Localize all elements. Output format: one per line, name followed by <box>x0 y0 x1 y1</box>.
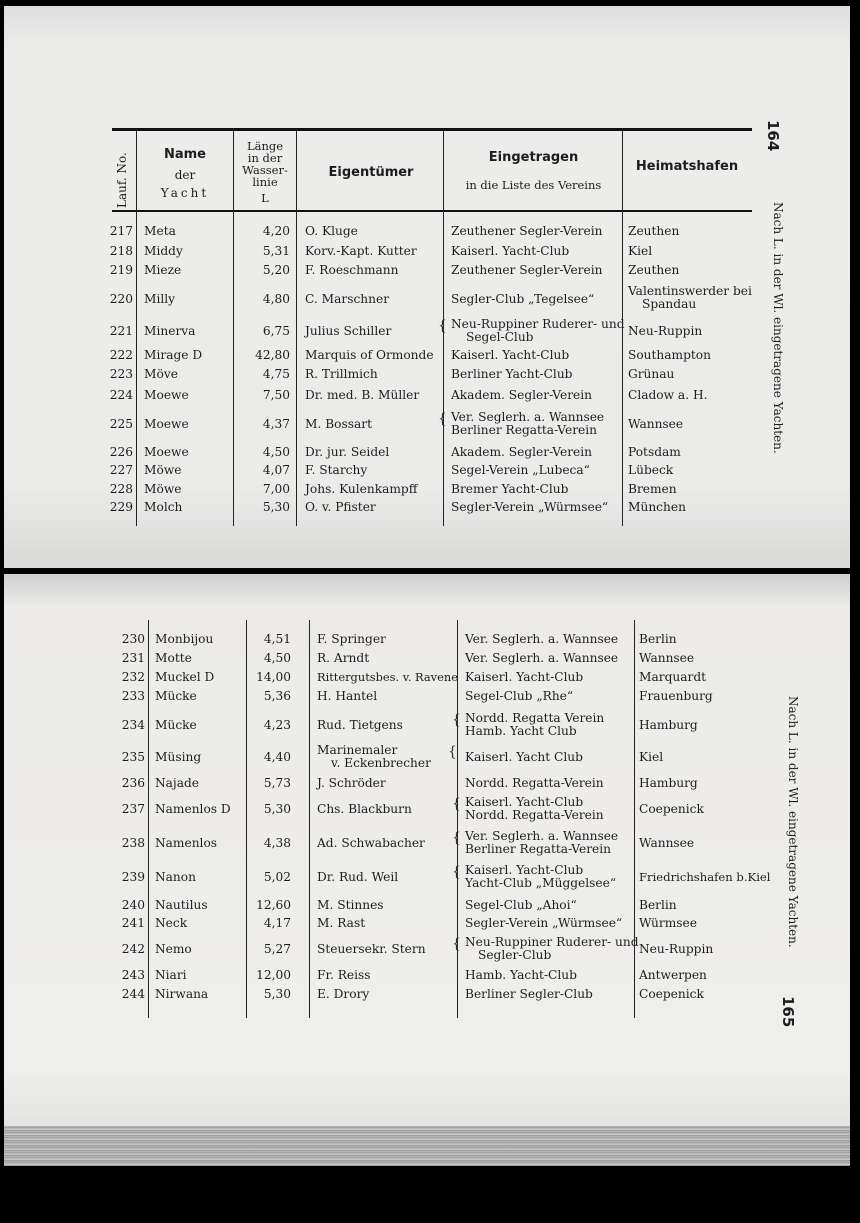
waterline-length: 42,80 <box>255 348 290 362</box>
owner: Fr. Reiss <box>317 968 371 982</box>
owner: M. Rast <box>317 916 366 930</box>
homeport: Friedrichshafen b.Kiel <box>639 870 771 884</box>
yacht-name: Milly <box>144 292 176 306</box>
waterline-length: 7,50 <box>262 388 290 402</box>
homeport: Frauenburg <box>639 689 713 703</box>
registered-club: Ver. Seglerh. a. Wannsee <box>465 829 619 843</box>
waterline-length: 4,50 <box>262 445 290 459</box>
yacht-name: Minerva <box>144 324 196 338</box>
yacht-name: Najade <box>155 776 199 790</box>
row-number: 220 <box>109 292 133 306</box>
registered-club-2: Berliner Regatta-Verein <box>465 842 611 856</box>
homeport: Hamburg <box>639 776 698 790</box>
owner: R. Arndt <box>317 651 370 665</box>
waterline-length: 5,20 <box>262 263 290 277</box>
registered-club-2: Nordd. Regatta-Verein <box>465 808 604 822</box>
row-number: 242 <box>121 942 145 956</box>
owner: O. v. Pfister <box>305 500 376 514</box>
homeport: Marquardt <box>639 670 707 684</box>
row-number: 235 <box>121 750 145 764</box>
waterline-length: 14,00 <box>256 670 291 684</box>
homeport: Würmsee <box>639 916 697 930</box>
registered-club-2: Berliner Regatta-Verein <box>451 423 597 437</box>
owner: Dr. jur. Seidel <box>305 445 390 459</box>
owner: Chs. Blackburn <box>317 802 412 816</box>
owner: Rittergutsbes. v. Ravene <box>317 670 458 684</box>
row-number: 223 <box>109 367 133 381</box>
owner: Ad. Schwabacher <box>317 836 425 850</box>
registered-club-2: Yacht-Club „Müggelsee“ <box>465 876 617 890</box>
waterline-length: 4,07 <box>262 463 290 477</box>
yacht-name: Moewe <box>144 388 189 402</box>
registered-club: Berliner Yacht-Club <box>451 367 573 381</box>
homeport: Grünau <box>628 367 675 381</box>
row-number: 217 <box>109 224 133 238</box>
brace-mark: { <box>452 830 461 846</box>
row-number: 238 <box>121 836 145 850</box>
yacht-name: Möve <box>144 367 178 381</box>
waterline-length: 5,30 <box>263 987 291 1001</box>
homeport: Zeuthen <box>628 263 680 277</box>
waterline-length: 4,17 <box>263 916 291 930</box>
header-homeport: Heimatshafen <box>635 159 739 174</box>
homeport: Berlin <box>639 632 677 646</box>
yacht-name: Möwe <box>144 482 182 496</box>
col-line <box>296 131 297 526</box>
row-number: 227 <box>109 463 133 477</box>
row-number: 222 <box>109 348 133 362</box>
registered-club-2: Segel-Club <box>466 330 534 344</box>
owner: M. Bossart <box>305 417 373 431</box>
header-length-3: Wasser- <box>242 163 288 177</box>
yacht-name: Moewe <box>144 445 189 459</box>
header-rule <box>112 210 752 212</box>
waterline-length: 4,80 <box>262 292 290 306</box>
brace-mark: { <box>452 712 461 728</box>
registered-club: Neu-Ruppiner Ruderer- und <box>451 317 625 331</box>
brace-mark: { <box>452 796 461 812</box>
col-line <box>148 620 149 1018</box>
side-caption: Nach L. in der Wl. eingetragene Yachten. <box>786 696 800 948</box>
row-number: 218 <box>109 244 133 258</box>
row-number: 229 <box>109 500 133 514</box>
registered-club: Segel-Verein „Lubeca“ <box>451 463 590 477</box>
page-edges <box>4 1126 850 1166</box>
waterline-length: 5,36 <box>263 689 291 703</box>
homeport: Kiel <box>639 750 664 764</box>
homeport: Wannsee <box>628 417 684 431</box>
row-number: 231 <box>121 651 145 665</box>
header-name-der: der <box>174 168 196 182</box>
yacht-name: Möwe <box>144 463 182 477</box>
owner: F. Roeschmann <box>305 263 399 277</box>
registered-club: Segler-Verein „Würmsee“ <box>465 916 623 930</box>
header-registered-2: in die Liste des Vereins <box>465 178 602 192</box>
row-number: 225 <box>109 417 133 431</box>
header-name: Name <box>163 147 206 162</box>
owner: Dr. med. B. Müller <box>305 388 420 402</box>
col-line <box>634 620 635 1018</box>
registered-club: Kaiserl. Yacht-Club <box>465 670 584 684</box>
header-length-1: Länge <box>246 139 284 153</box>
registered-club: Segel-Club „Ahoi“ <box>465 898 577 912</box>
col-line <box>136 131 137 526</box>
header-owner: Eigentümer <box>328 165 414 180</box>
yacht-name: Müsing <box>155 750 202 764</box>
owner: F. Springer <box>317 632 386 646</box>
waterline-length: 5,31 <box>262 244 290 258</box>
waterline-length: 4,38 <box>263 836 291 850</box>
registered-club-2: Segler-Club <box>478 948 552 962</box>
homeport: Hamburg <box>639 718 698 732</box>
waterline-length: 5,30 <box>262 500 290 514</box>
yacht-name: Monbijou <box>155 632 214 646</box>
owner: M. Stinnes <box>317 898 384 912</box>
homeport: München <box>628 500 686 514</box>
owner: O. Kluge <box>305 224 358 238</box>
owner: Korv.-Kapt. Kutter <box>305 244 417 258</box>
homeport: Wannsee <box>639 651 695 665</box>
yacht-name: Motte <box>155 651 192 665</box>
header-name-yacht: Yacht <box>160 186 210 200</box>
homeport: Potsdam <box>628 445 681 459</box>
row-number: 228 <box>109 482 133 496</box>
header-length-2: in der <box>247 151 283 165</box>
owner: Dr. Rud. Weil <box>317 870 399 884</box>
header-lauf-no: Lauf. No. <box>115 152 129 208</box>
row-number: 239 <box>121 870 145 884</box>
yacht-name: Muckel D <box>155 670 215 684</box>
brace-mark: { <box>452 936 461 952</box>
owner: Marinemaler <box>317 743 398 757</box>
row-number: 241 <box>121 916 145 930</box>
yacht-name: Neck <box>155 916 188 930</box>
owner: Julius Schiller <box>305 324 392 338</box>
yacht-name: Mirage D <box>144 348 203 362</box>
homeport: Coepenick <box>639 802 704 816</box>
page-number: 165 <box>779 996 797 1028</box>
waterline-length: 4,75 <box>262 367 290 381</box>
registered-club: Nordd. Regatta-Verein <box>465 776 604 790</box>
homeport: Valentinswerder bei <box>628 284 752 298</box>
yacht-name: Nanon <box>155 870 196 884</box>
homeport: Coepenick <box>639 987 704 1001</box>
yacht-name: Middy <box>144 244 183 258</box>
page-number: 164 <box>764 120 782 152</box>
waterline-length: 5,27 <box>263 942 291 956</box>
registered-club: Bremer Yacht-Club <box>451 482 569 496</box>
brace-mark: { <box>448 744 457 760</box>
registered-club: Neu-Ruppiner Ruderer- und <box>465 935 639 949</box>
yacht-name: Nirwana <box>155 987 209 1001</box>
waterline-length: 4,50 <box>263 651 291 665</box>
homeport: Wannsee <box>639 836 695 850</box>
owner: Johs. Kulenkampff <box>305 482 418 496</box>
waterline-length: 4,23 <box>263 718 291 732</box>
owner: F. Starchy <box>305 463 368 477</box>
row-number: 243 <box>121 968 145 982</box>
waterline-length: 5,02 <box>263 870 291 884</box>
waterline-length: 5,30 <box>263 802 291 816</box>
registered-club: Kaiserl. Yacht-Club <box>451 348 570 362</box>
col-line <box>233 131 234 526</box>
registered-club: Segler-Verein „Würmsee“ <box>451 500 609 514</box>
homeport: Neu-Ruppin <box>628 324 703 338</box>
row-number: 226 <box>109 445 133 459</box>
registered-club: Nordd. Regatta Verein <box>465 711 605 725</box>
waterline-length: 4,37 <box>262 417 290 431</box>
owner: H. Hantel <box>317 689 378 703</box>
waterline-length: 4,40 <box>263 750 291 764</box>
side-caption: Nach L. in der Wl. eingetragene Yachten. <box>771 202 785 454</box>
row-number: 236 <box>121 776 145 790</box>
row-number: 244 <box>121 987 145 1001</box>
registered-club: Ver. Seglerh. a. Wannsee <box>451 410 605 424</box>
col-line <box>309 620 310 1018</box>
header-length-5: L <box>261 191 269 205</box>
owner: R. Trillmich <box>305 367 378 381</box>
yacht-name: Moewe <box>144 417 189 431</box>
homeport: Zeuthen <box>628 224 680 238</box>
homeport: Berlin <box>639 898 677 912</box>
registered-club: Kaiserl. Yacht-Club <box>465 795 584 809</box>
homeport: Bremen <box>628 482 677 496</box>
owner: C. Marschner <box>305 292 390 306</box>
registered-club: Kaiserl. Yacht-Club <box>451 244 570 258</box>
waterline-length: 4,20 <box>262 224 290 238</box>
row-number: 233 <box>121 689 145 703</box>
registered-club: Ver. Seglerh. a. Wannsee <box>465 651 619 665</box>
row-number: 224 <box>109 388 133 402</box>
owner: E. Drory <box>317 987 370 1001</box>
yacht-name: Namenlos D <box>155 802 231 816</box>
homeport: Southampton <box>628 348 711 362</box>
yacht-name: Molch <box>144 500 183 514</box>
header-registered: Eingetragen <box>488 150 579 165</box>
waterline-length: 7,00 <box>262 482 290 496</box>
homeport: Antwerpen <box>639 968 707 982</box>
brace-mark: { <box>438 411 447 427</box>
yacht-name: Nautilus <box>155 898 208 912</box>
row-number: 240 <box>121 898 145 912</box>
registered-club: Zeuthener Segler-Verein <box>451 263 603 277</box>
yacht-name: Mücke <box>155 718 197 732</box>
yacht-name: Mieze <box>144 263 182 277</box>
yacht-name: Mücke <box>155 689 197 703</box>
row-number: 237 <box>121 802 145 816</box>
brace-mark: { <box>452 864 461 880</box>
registered-club: Berliner Segler-Club <box>465 987 593 1001</box>
yacht-name: Niari <box>155 968 187 982</box>
waterline-length: 12,00 <box>256 968 291 982</box>
owner: J. Schröder <box>317 776 386 790</box>
owner: Rud. Tietgens <box>317 718 403 732</box>
owner-2: v. Eckenbrecher <box>331 756 431 770</box>
registered-club: Hamb. Yacht-Club <box>465 968 577 982</box>
registered-club: Zeuthener Segler-Verein <box>451 224 603 238</box>
yacht-name: Namenlos <box>155 836 218 850</box>
yacht-name: Nemo <box>155 942 192 956</box>
yacht-name: Meta <box>144 224 176 238</box>
row-number: 234 <box>121 718 145 732</box>
homeport-2: Spandau <box>642 297 697 311</box>
registered-club: Kaiserl. Yacht Club <box>465 750 583 764</box>
row-number: 232 <box>121 670 145 684</box>
waterline-length: 4,51 <box>263 632 291 646</box>
owner: Marquis of Ormonde <box>305 348 434 362</box>
brace-mark: { <box>438 318 447 334</box>
registered-club: Ver. Seglerh. a. Wannsee <box>465 632 619 646</box>
homeport: Cladow a. H. <box>628 388 708 402</box>
table-top-rule <box>112 128 752 131</box>
registered-club: Segel-Club „Rhe“ <box>465 689 574 703</box>
waterline-length: 5,73 <box>263 776 291 790</box>
homeport: Lübeck <box>628 463 674 477</box>
row-number: 219 <box>109 263 133 277</box>
registered-club-2: Hamb. Yacht Club <box>465 724 577 738</box>
row-number: 221 <box>109 324 133 338</box>
homeport: Neu-Ruppin <box>639 942 714 956</box>
header-length-4: linie <box>252 175 278 189</box>
registered-club: Kaiserl. Yacht-Club <box>465 863 584 877</box>
registered-club: Akadem. Segler-Verein <box>451 445 592 459</box>
homeport: Kiel <box>628 244 653 258</box>
waterline-length: 12,60 <box>256 898 291 912</box>
owner: Steuersekr. Stern <box>317 942 426 956</box>
registered-club: Segler-Club „Tegelsee“ <box>451 292 595 306</box>
waterline-length: 6,75 <box>262 324 290 338</box>
row-number: 230 <box>121 632 145 646</box>
registered-club: Akadem. Segler-Verein <box>451 388 592 402</box>
